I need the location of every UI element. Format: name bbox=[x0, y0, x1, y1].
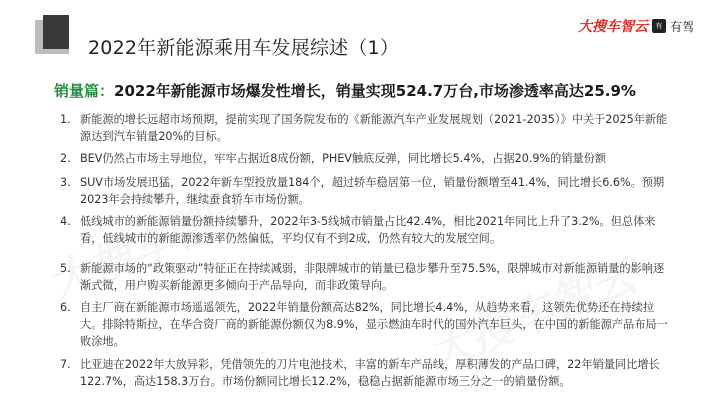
slide-title: 2022年新能源乘用车发展综述（1） bbox=[88, 37, 400, 59]
list-item-text: BEV仍然占市场主导地位，牢牢占据近8成份额，PHEV触底反弹，同比增长5.4%，占据20.9%的销量份额 bbox=[80, 152, 607, 165]
brand-badge-icon: 有 bbox=[652, 19, 666, 33]
brand-logo-youjia: 有驾 bbox=[669, 19, 694, 34]
list-item-text: SUV市场发展迅猛，2022年新车型投放量184个，超过轿车稳居第一位，销量份额增至41.4%，同比增长6.6%。预期2023年会持续攀升，继续蚕食轿车市场份额。 bbox=[80, 176, 665, 206]
list-item-number: 4. bbox=[60, 215, 71, 228]
section-heading bbox=[54, 80, 636, 101]
list-item bbox=[54, 174, 674, 208]
list-item-text: 新能源市场的“政策驱动”特征正在持续减弱，非限牌城市的销量已稳步攀升至75.5%，限牌城市对新能源销量的影响逐渐式微，用户购买新能源更多倾向于产品导向，而非政策导向。 bbox=[80, 262, 665, 292]
list-item-text: 自主厂商在新能源市场遥遥领先，2022年销量份额高达82%，同比增长4.4%，从趋势来看，这领先优势还在持续拉大。排除特斯拉，在华合资厂商的新能源份额仅为8.9%，显示燃油车时代的国外汽车巨头，在中国的新能源产品布局一败涂地。 bbox=[80, 301, 668, 348]
list-item bbox=[54, 150, 674, 167]
list-item-text: 低线城市的新能源销量份额持续攀升，2022年3-5线城市销量占比42.4%，相比2021年同比上升了3.2%。但总体来看，低线城市的新能源渗透率仍然偏低，平均仅有不到2成，仍然有较大的发展空间。 bbox=[80, 215, 656, 245]
list-item bbox=[54, 213, 674, 247]
brand-logo-dasouche: 大搜车智云 bbox=[577, 19, 648, 35]
list-item bbox=[54, 299, 674, 350]
list-item-number: 2. bbox=[60, 152, 71, 165]
list-item-number: 5. bbox=[60, 262, 71, 275]
brand-logos bbox=[578, 16, 694, 36]
list-item-number: 7. bbox=[60, 358, 71, 371]
list-item bbox=[54, 356, 674, 390]
list-item bbox=[54, 260, 674, 294]
list-item-number: 1. bbox=[60, 113, 71, 126]
list-item bbox=[54, 111, 674, 145]
list-item-number: 3. bbox=[60, 176, 71, 189]
list-item-text: 新能源的增长远超市场预期，提前实现了国务院发布的《新能源汽车产业发展规划（2021-2035）》中关于2025年新能源达到汽车销量20%的目标。 bbox=[80, 113, 668, 143]
section-tag: 销量篇： bbox=[54, 82, 115, 100]
section-heading-text: 2022年新能源市场爆发性增长，销量实现524.7万台,市场渗透率高达25.9% bbox=[114, 82, 636, 100]
list-item-number: 6. bbox=[60, 301, 71, 314]
list-item-text: 比亚迪在2022年大放异彩，凭借领先的刀片电池技术，丰富的新车产品线，厚积薄发的产品口碑，22年销量同比增长122.7%，高达158.3万台。市场份额同比增长12.2%，稳稳占据新能源市场三分之一的销量份额。 bbox=[80, 358, 660, 388]
header-decor-square-dark bbox=[43, 15, 69, 49]
